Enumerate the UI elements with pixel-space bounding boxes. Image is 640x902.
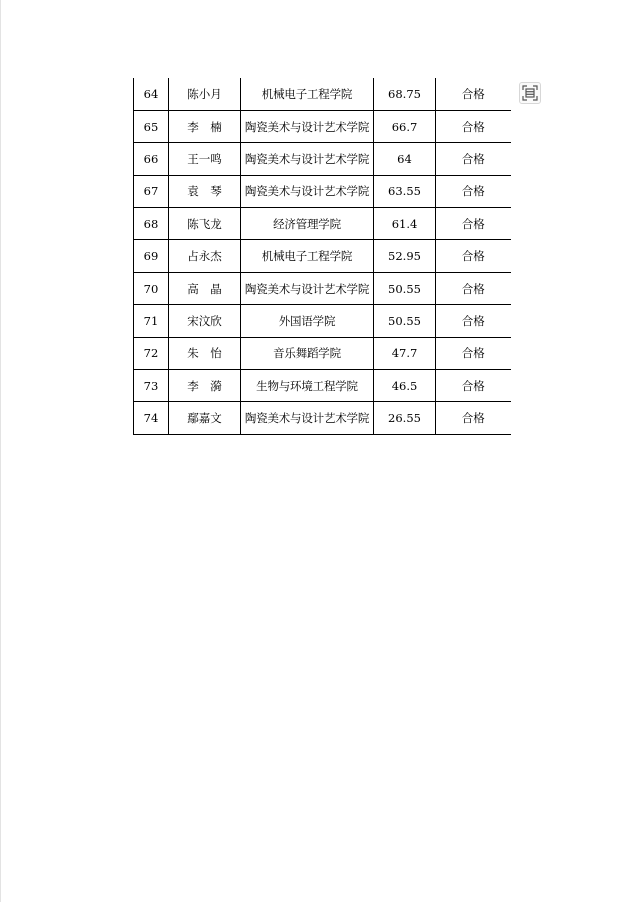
table-row: [134, 272, 511, 304]
row-number: 69: [134, 240, 169, 272]
row-number: 65: [134, 110, 169, 142]
results-table: [133, 78, 511, 435]
score: 61.4: [374, 208, 436, 240]
student-name: 王一鸣: [169, 143, 241, 175]
table-row: [134, 208, 511, 240]
college-name: 机械电子工程学院: [241, 78, 374, 110]
student-name: 袁 琴: [169, 175, 241, 207]
student-name: 宋汶欣: [169, 305, 241, 337]
result: 合格: [436, 272, 511, 304]
result: 合格: [436, 305, 511, 337]
table-row: [134, 110, 511, 142]
college-name: 经济管理学院: [241, 208, 374, 240]
result: 合格: [436, 402, 511, 434]
table-row: [134, 337, 511, 369]
result: 合格: [436, 337, 511, 369]
result: 合格: [436, 370, 511, 402]
row-number: 74: [134, 402, 169, 434]
row-number: 72: [134, 337, 169, 369]
college-name: 陶瓷美术与设计艺术学院: [241, 272, 374, 304]
college-name: 陶瓷美术与设计艺术学院: [241, 175, 374, 207]
row-number: 68: [134, 208, 169, 240]
table-row: [134, 175, 511, 207]
score: 46.5: [374, 370, 436, 402]
college-name: 音乐舞蹈学院: [241, 337, 374, 369]
row-number: 71: [134, 305, 169, 337]
result: 合格: [436, 143, 511, 175]
score: 64: [374, 143, 436, 175]
student-name: 鄢嘉文: [169, 402, 241, 434]
college-name: 陶瓷美术与设计艺术学院: [241, 143, 374, 175]
scan-frame-icon: [522, 85, 538, 101]
table-row: [134, 305, 511, 337]
student-name: 李 楠: [169, 110, 241, 142]
score: 68.75: [374, 78, 436, 110]
page-left-edge: [0, 0, 1, 902]
row-number: 70: [134, 272, 169, 304]
row-number: 67: [134, 175, 169, 207]
table-row: [134, 78, 511, 110]
result: 合格: [436, 240, 511, 272]
student-name: 占永杰: [169, 240, 241, 272]
college-name: 陶瓷美术与设计艺术学院: [241, 110, 374, 142]
table-row: [134, 402, 511, 434]
row-number: 64: [134, 78, 169, 110]
score: 66.7: [374, 110, 436, 142]
college-name: 外国语学院: [241, 305, 374, 337]
college-name: 生物与环境工程学院: [241, 370, 374, 402]
table-row: [134, 240, 511, 272]
row-number: 73: [134, 370, 169, 402]
result: 合格: [436, 175, 511, 207]
student-name: 高 晶: [169, 272, 241, 304]
table-row: [134, 370, 511, 402]
college-name: 陶瓷美术与设计艺术学院: [241, 402, 374, 434]
result: 合格: [436, 110, 511, 142]
score: 26.55: [374, 402, 436, 434]
result: 合格: [436, 208, 511, 240]
student-name: 朱 怡: [169, 337, 241, 369]
scan-button[interactable]: [519, 82, 541, 104]
score: 47.7: [374, 337, 436, 369]
college-name: 机械电子工程学院: [241, 240, 374, 272]
score: 50.55: [374, 272, 436, 304]
score: 63.55: [374, 175, 436, 207]
student-name: 陈飞龙: [169, 208, 241, 240]
row-number: 66: [134, 143, 169, 175]
result: 合格: [436, 78, 511, 110]
table-row: [134, 143, 511, 175]
score: 50.55: [374, 305, 436, 337]
student-name: 李 漪: [169, 370, 241, 402]
score: 52.95: [374, 240, 436, 272]
student-name: 陈小月: [169, 78, 241, 110]
